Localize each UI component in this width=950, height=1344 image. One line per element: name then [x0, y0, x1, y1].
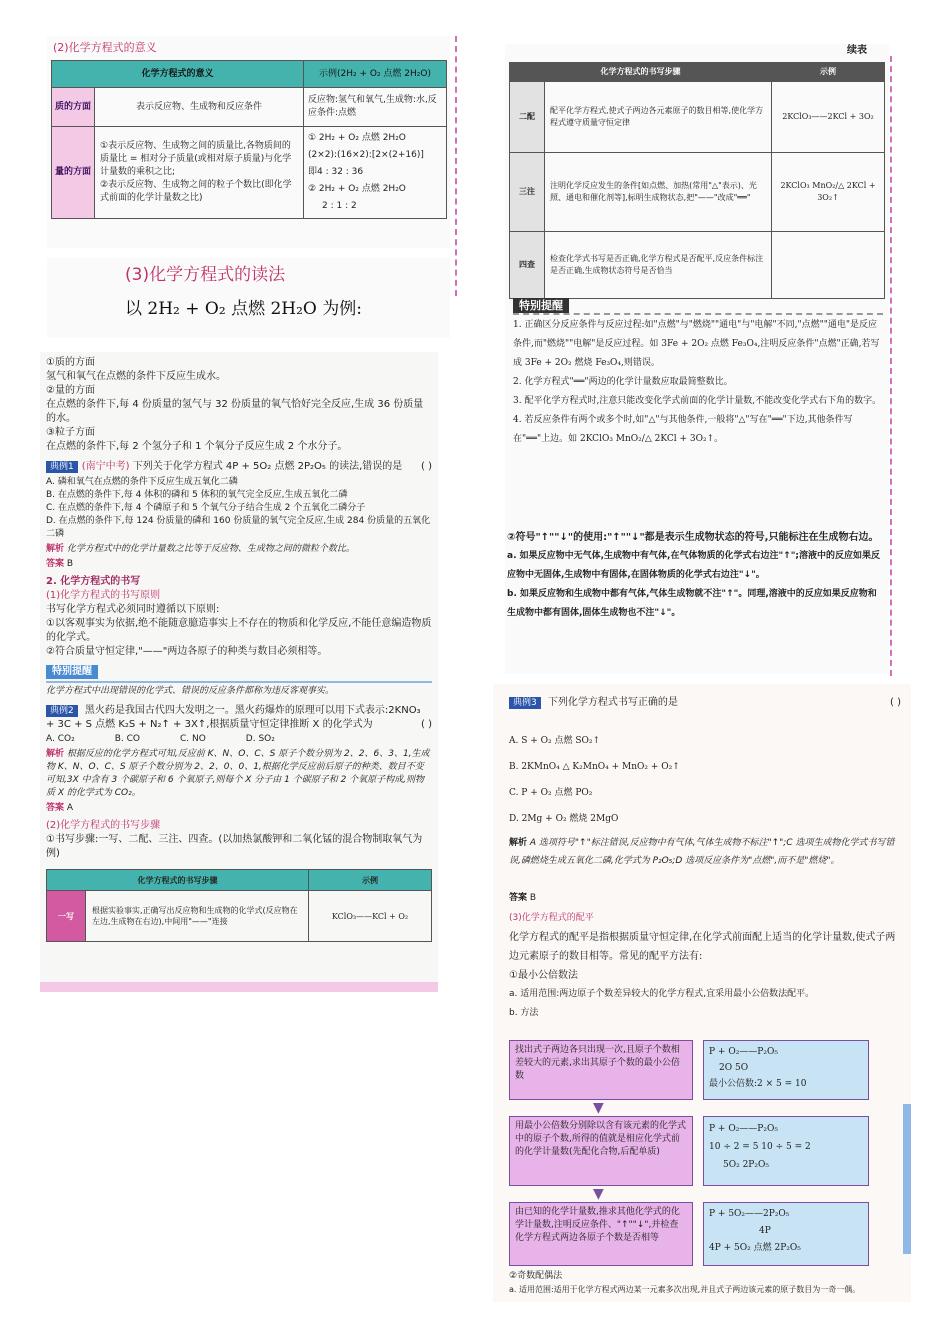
- flow-step-1-ex-2: 2O 5O: [719, 1063, 749, 1073]
- page-divider: [455, 36, 457, 296]
- quantity-example-5: 2 : 1 : 2: [322, 201, 357, 211]
- steps-row-3-desc: 注明化学反应发生的条件[如点燃、加热(常用"△"表示)、光照、通电和催化剂等],标明生成物状态,把"——"改成"══": [545, 153, 772, 232]
- writing-steps-mini-table: [46, 869, 432, 942]
- steps-row-2-example: 2KClO₃——2KCl + 3O₂: [772, 82, 885, 153]
- flow-arrow-2: ▼: [593, 1186, 604, 1202]
- method-2-title: ②奇数配偶法: [509, 1271, 563, 1281]
- page-divider-right: [890, 56, 892, 676]
- quantity-example-1: ① 2H₂ + O₂ 点燃 2H₂O: [308, 133, 406, 143]
- example-1-badge: 典例1: [46, 461, 78, 473]
- example-3-option-b: B. 2KMnO₄ △ K₂MnO₄ + MnO₂ + O₂↑: [509, 762, 680, 772]
- example-1-analysis-label: 解析: [46, 544, 65, 554]
- symbol-usage-b: b. 如果反应物和生成物中都有气体,气体生成物就不注"↑"。同理,溶液中的反应如果反应物和生成物中都有固体,固体生成物也不注"↓"。: [507, 589, 877, 618]
- mini-table-header-1: 化学方程式的书写步骤: [47, 870, 309, 891]
- flow-step-1-text: 找出式子两边各只出现一次,且原子个数相差较大的元素,求出其原子个数的最小公倍数: [515, 1045, 680, 1081]
- example-3-analysis: A 选项符号"↑"标注错误,反应物中有气体,气体生成物不标注"↑";C 选项生成物化学式书写错误,磷燃烧生成五氧化二磷,化学式为 P₂O₅;D 选项反应条件为"点燃",而不是"燃烧"。: [509, 838, 895, 866]
- flow-step-2-ex-2: 10 ÷ 2 = 5 10 ÷ 5 = 2: [709, 1142, 811, 1152]
- quantity-example-2: (2×2):(16×2):[2×(2+16)]: [308, 150, 424, 160]
- tip-item-4: 4. 若反应条件有两个或多个时,如"△"与其他条件,一般将"△"写在"══"下边,其他条件写在"══"上边。如 2KClO₃ MnO₂/△ 2KCl + 3O₂↑。: [513, 415, 853, 444]
- example-2-question: 黑火药是我国古代四大发明之一。黑火药爆炸的原理可以用下式表示:2KNO₃ + 3C + S 点燃 K₂S + N₂↑ + 3X↑,根据质量守恒定律推断 X 的化学式为: [46, 705, 421, 730]
- flow-step-2-text: 用最小公倍数分别除以含有该元素的化学式中的原子个数,所得的值就是相应化学式前的化学计量数(先配化合物,后配单质): [515, 1121, 687, 1157]
- example-1-answer-label: 答案: [46, 559, 65, 569]
- example-2-analysis: 根据反应的化学方程式可知,反应前 K、N、O、C、S 原子个数分别为 2、2、6、3、1,生成物 K、N、O、C、S 原子个数分别为 2、2、0、0、1,根据化学反应前后原子的种类、数目不变可知,3X 中含有 3 个碳原子和 6 个氧原子,则每个 X 分子由 1 个碳原子和 2 个氧原子构成,则物质 X 的化学式为 CO₂。: [46, 749, 430, 798]
- flow-step-3-desc: [509, 1202, 693, 1266]
- balancing-definition: 化学方程式的配平是指根据质量守恒定律,在化学式前面配上适当的化学计量数,使式子两边元素原子的数目相等。常见的配平方法有:: [509, 932, 896, 962]
- example-1-question: 下列关于化学方程式 4P + 5O₂ 点燃 2P₂O₅ 的读法,错误的是: [132, 461, 403, 472]
- example-3-answer-paren: ( ): [890, 697, 901, 708]
- example-3-badge: 典例3: [509, 697, 541, 709]
- row-meaning-quantity-b: ②表示反应物、生成物之间的粒子个数比(即化学式前面的化学计量数之比): [100, 180, 292, 203]
- example-2-answer-paren: ( ): [421, 719, 432, 730]
- example-1-analysis: 化学方程式中的化学计量数之比等于反应物、生成物之间的微粒个数比。: [66, 544, 355, 554]
- fragment-balancing: [493, 684, 911, 1302]
- mini-table-step-example: KClO₃——KCl + O₂: [309, 891, 432, 942]
- mini-table-header-2: 示例: [309, 870, 432, 891]
- example-3-option-c: C. P + O₂ 点燃 PO₂: [509, 788, 593, 798]
- method-1-title: ①最小公倍数法: [509, 970, 578, 981]
- example-2-badge: 典例2: [46, 705, 78, 717]
- steps-row-2-label: 二配: [510, 82, 545, 153]
- example-2-answer-label: 答案: [46, 803, 65, 813]
- steps-row-4-example: [772, 232, 885, 299]
- flow-step-3-text: 由已知的化学计量数,推求其他化学式的化学计量数,注明反应条件、"↑""↓",并检查化学方程式两边各原子个数是否相等: [515, 1207, 680, 1243]
- reading-line-2: 氢气和氧气在点燃的条件下反应生成水。: [46, 371, 226, 382]
- steps-row-4-desc: 检查化学式书写是否正确,化学方程式是否配平,反应条件标注是否正确,生成物状态符号是否恰当: [545, 232, 772, 299]
- flow-step-2-example: [703, 1116, 869, 1186]
- example-3-option-a: A. S + O₂ 点燃 SO₂↑: [509, 736, 601, 746]
- row-example-quality: 反应物:氢气和氧气,生成物:水,反应条件:点燃: [304, 88, 447, 127]
- reading-example-equation: 以 2H₂ + O₂ 点燃 2H₂O 为例:: [125, 299, 362, 319]
- writing-principle-intro: 书写化学方程式必须同时遵循以下原则:: [46, 604, 220, 615]
- flow-step-2-desc: [509, 1116, 693, 1186]
- meaning-table: [51, 60, 447, 219]
- example-2-option-c: C. NO: [179, 734, 206, 744]
- quantity-example-3: 即4 : 32 : 36: [308, 167, 364, 177]
- example-3-question: 下列化学方程式书写正确的是: [547, 697, 678, 708]
- writing-principle-subtitle: (1)化学方程式的书写原则: [46, 590, 161, 601]
- example-2-option-a: A. CO₂: [46, 734, 75, 744]
- example-1-answer-paren: ( ): [421, 461, 432, 472]
- reading-line-3: ②量的方面: [46, 385, 95, 396]
- fragment-reading-heading: [47, 258, 450, 338]
- tip-item-3: 3. 配平化学方程式时,注意只能改变化学式前面的化学计量数,不能改变化学式右下角的数字。: [513, 396, 882, 406]
- symbol-usage-title: ②符号"↑""↓"的使用:"↑""↓"都是表示生成物状态的符号,只能标注在生成物右边。: [507, 532, 879, 543]
- example-2-analysis-label: 解析: [46, 749, 65, 759]
- steps-row-3-example: 2KClO₃ MnO₂/△ 2KCl + 3O₂↑: [772, 153, 885, 232]
- method-2-scope: a. 适用范围:适用于化学方程式两边某一元素多次出现,并且式子两边该元素的原子数目为一奇一偶。: [509, 1285, 861, 1294]
- example-1-option-b: B. 在点燃的条件下,每 4 体积的磷和 5 体积的氧气完全反应,生成五氧化二磷: [46, 490, 348, 500]
- example-1-answer: B: [66, 559, 74, 569]
- page-footer-strip: [40, 982, 438, 992]
- fragment-left-content: [40, 352, 438, 992]
- tip-item-1: 1. 正确区分反应条件与反应过程:如"点燃"与"燃烧""通电"与"电解"不同,"点燃""通电"是反应条件,而"燃烧""电解"是反应过程。如 3Fe + 2O₂ 点燃 Fe₃O₄,注明反应条件"点燃"正确,若写成 3Fe + 2O₂ 燃烧 Fe₃O₄,则错误。: [513, 320, 880, 368]
- example-2-option-d: D. SO₂: [245, 734, 275, 744]
- steps-row-3-label: 三注: [510, 153, 545, 232]
- row-meaning-quantity-a: ①表示反应物、生成物之间的质量比,各物质间的质量比 = 相对分子质量(或相对原子质量)与化学计量数的乘积之比;: [100, 141, 292, 177]
- reading-heading: (3)化学方程式的读法: [125, 265, 286, 285]
- row-label-quantity: 量的方面: [52, 127, 95, 219]
- page-edge-tab: [903, 1104, 911, 1254]
- method-1-scope: a. 适用范围:两边原子个数差异较大的化学方程式,宜采用最小公倍数法配平。: [509, 989, 815, 999]
- example-2-option-b: B. CO: [114, 734, 140, 744]
- flow-step-1-ex-3: 最小公倍数:2 × 5 = 10: [709, 1079, 807, 1089]
- example-3-answer-label: 答案: [509, 893, 528, 903]
- fragment-steps-continued: [505, 44, 889, 674]
- example-3-option-d: D. 2Mg + O₂ 燃烧 2MgO: [509, 814, 619, 824]
- method-1-method: b. 方法: [509, 1008, 539, 1018]
- writing-principle-1: ①以客观事实为依据,绝不能随意臆造事实上不存在的物质和化学反应,不能任意编造物质的化学式。: [46, 618, 432, 643]
- writing-section-title: 2. 化学方程式的书写: [46, 576, 141, 587]
- meaning-table-header-2: 示例(2H₂ + O₂ 点燃 2H₂O): [304, 61, 447, 88]
- tip-label-2: 特别提醒: [513, 298, 569, 313]
- steps-table-header-2: 示例: [772, 63, 885, 82]
- continued-label: 续表: [847, 45, 867, 56]
- example-2-answer: A: [66, 803, 74, 813]
- quantity-example-4: ② 2H₂ + O₂ 点燃 2H₂O: [308, 184, 406, 194]
- example-1-source: (南宁中考): [81, 461, 130, 472]
- section-title-meaning: (2)化学方程式的意义: [53, 41, 157, 54]
- balancing-title: (3)化学方程式的配平: [509, 913, 594, 923]
- flow-step-2-ex-1: P + O₂——P₂O₅: [709, 1124, 778, 1134]
- reading-line-1: ①质的方面: [46, 357, 95, 368]
- example-3-answer: B: [529, 893, 537, 903]
- symbol-usage-a: a. 如果反应物中无气体,生成物中有气体,在气体物质的化学式右边注"↑";溶液中的反应如果反应物中无固体,生成物中有固体,在固体物质的化学式右边注"↓"。: [507, 551, 880, 580]
- reading-line-5: ③粒子方面: [46, 427, 95, 438]
- writing-principle-2: ②符合质量守恒定律,"——"两边各原子的种类与数目必须相等。: [46, 646, 328, 657]
- steps-row-4-label: 四查: [510, 232, 545, 299]
- fragment-meaning-table: [47, 36, 450, 248]
- flow-step-1-desc: [509, 1040, 693, 1100]
- row-label-quality: 质的方面: [52, 88, 95, 127]
- mini-table-step-desc: 根据实验事实,正确写出反应物和生成物的化学式(反应物在左边,生成物在右边),中间用"——"连接: [86, 891, 309, 942]
- flow-step-1-example: [703, 1040, 869, 1100]
- example-1-option-d: D. 在点燃的条件下,每 124 份质量的磷和 160 份质量的氧气完全反应,生成 284 份质量的五氧化二磷: [46, 516, 431, 539]
- row-meaning-quality: 表示反应物、生成物和反应条件: [95, 88, 304, 127]
- writing-steps-subtitle: (2)化学方程式的书写步骤: [46, 820, 161, 831]
- steps-row-2-desc: 配平化学方程式,使式子两边各元素原子的数目相等,使化学方程式遵守质量守恒定律: [545, 82, 772, 153]
- flow-step-3-ex-1: P + 5O₂——2P₂O₅: [709, 1209, 790, 1219]
- flow-step-3-ex-3: 4P + 5O₂ 点燃 2P₂O₅: [709, 1243, 801, 1253]
- tip-label: 特别提醒: [46, 665, 98, 679]
- flow-step-2-ex-3: 5O₂ 2P₂O₅: [723, 1160, 769, 1170]
- steps-table-header-1: 化学方程式的书写步骤: [510, 63, 772, 82]
- reading-line-6: 在点燃的条件下,每 2 个氢分子和 1 个氧分子反应生成 2 个水分子。: [46, 441, 348, 452]
- example-1-option-c: C. 在点燃的条件下,每 4 个磷原子和 5 个氧气分子结合生成 2 个五氧化二磷分子: [46, 503, 366, 513]
- reading-line-4: 在点燃的条件下,每 4 份质量的氢气与 32 份质量的氧气恰好完全反应,生成 36 份质量的水。: [46, 399, 424, 424]
- example-1-option-a: A. 磷和氧气在点燃的条件下反应生成五氧化二磷: [46, 477, 238, 487]
- mini-table-step-label: 一写: [47, 891, 86, 942]
- flow-step-3-example: [703, 1202, 869, 1266]
- flow-step-1-ex-1: P + O₂——P₂O₅: [709, 1047, 778, 1057]
- writing-steps-line: ①书写步骤:一写、二配、三注、四查。(以加热氯酸钾和二氧化锰的混合物制取氧气为例): [46, 834, 423, 859]
- flow-step-3-ex-2: 4P: [759, 1226, 771, 1236]
- meaning-table-header-1: 化学方程式的意义: [52, 61, 304, 88]
- tip-item-2: 2. 化学方程式"══"两边的化学计量数应取最简整数比。: [513, 377, 733, 387]
- example-3-analysis-label: 解析: [509, 838, 528, 848]
- tip-text: 化学方程式中出现错误的化学式、错误的反应条件都称为违反客观事实。: [46, 686, 335, 696]
- flow-arrow-1: ▼: [593, 1100, 604, 1116]
- steps-table: [509, 62, 885, 299]
